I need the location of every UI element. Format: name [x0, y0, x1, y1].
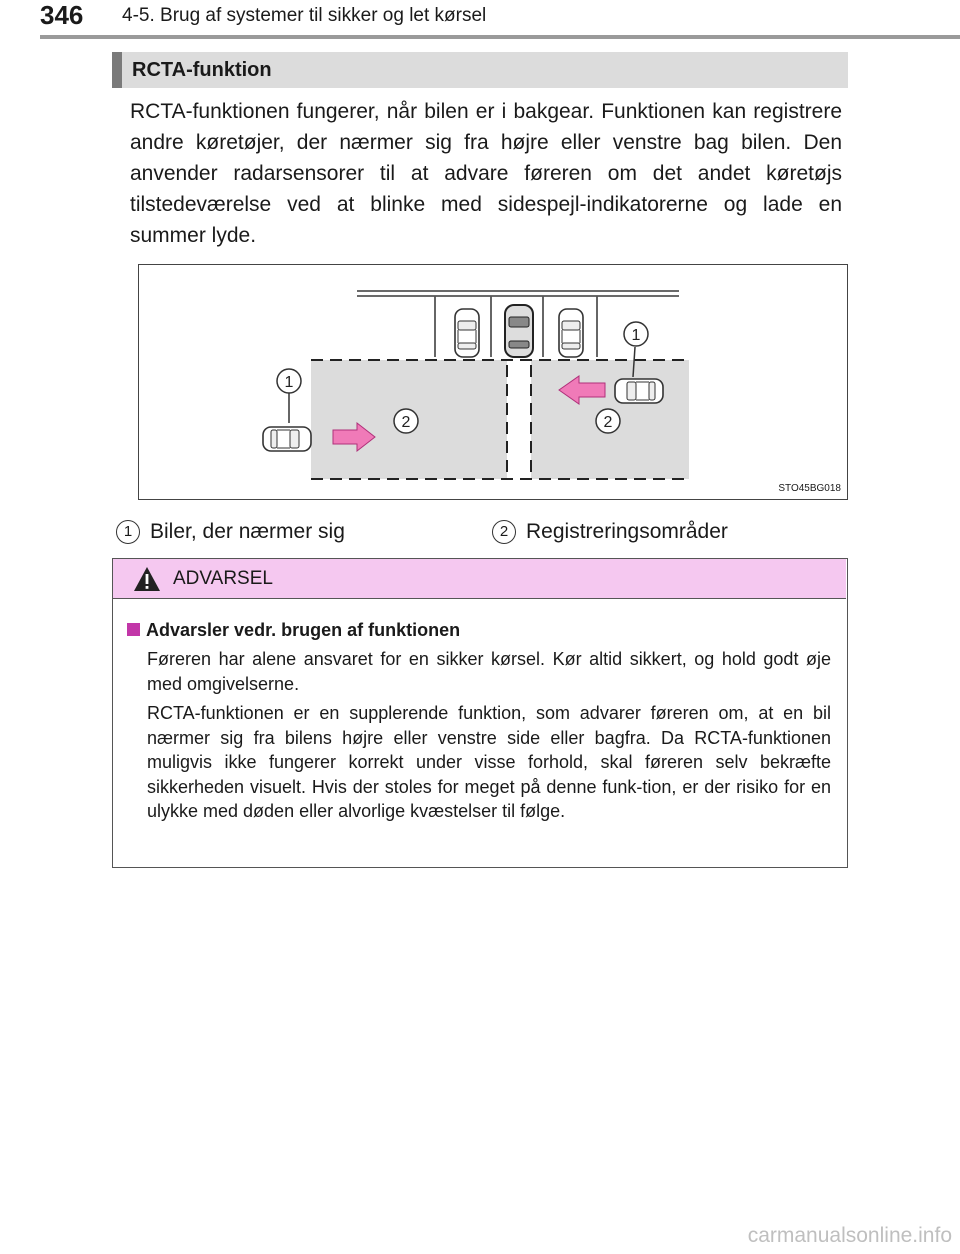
legend-number-2: 2: [492, 520, 516, 544]
warning-subheading-text: Advarsler vedr. brugen af funktionen: [146, 620, 461, 640]
legend-item-1: [116, 518, 345, 546]
figure-code: STO45BG018: [778, 483, 841, 494]
callout-1-left: 1: [284, 374, 294, 391]
warning-subheading: [127, 619, 460, 641]
warning-label: ADVARSEL: [173, 568, 273, 589]
warning-header: [113, 559, 846, 599]
page-header: [40, 0, 960, 38]
legend-item-2: [492, 518, 728, 546]
intro-paragraph: RCTA-funktionen fungerer, når bilen er i bakgear. Funktionen kan registrere andre køretøjer, der nærmer sig fra højre eller venstre bag bilen. Den anvender radarsensorer til at advare føreren om det andet køretøjs tilstedeværelse ved at blinke med sidespejl-indikatorerne og lade en summer lyde.: [130, 100, 842, 247]
legend-label-1: Biler, der nærmer sig: [150, 520, 345, 543]
warning-paragraph-1: Føreren har alene ansvaret for en sikker kørsel. Kør altid sikkert, og hold godt øje med omgivelserne.: [147, 649, 831, 694]
parked-car: [455, 309, 479, 357]
chapter-title: 4-5. Brug af systemer til sikker og let kørsel: [122, 5, 487, 26]
callout-1-right: 1: [631, 327, 641, 344]
parked-car: [559, 309, 583, 357]
legend-label-2: Registreringsområder: [526, 520, 728, 543]
legend-number-1: 1: [116, 520, 140, 544]
header-rule: [40, 35, 960, 39]
section-title: RCTA-funktion: [132, 59, 272, 81]
callout-2-left: 2: [401, 414, 411, 431]
page-number: 346: [40, 0, 84, 30]
own-car: [505, 305, 533, 357]
rcta-diagram-svg: [139, 265, 849, 501]
bullet-square-icon: [127, 623, 140, 636]
warning-paragraph-2: RCTA-funktionen er en supplerende funktion, som advarer føreren om, at en bil nærmer sig fra bilens højre eller venstre side eller bagfra. Da RCTA-funktionen muligvis ikke fungerer korrekt under visse forhold, skal føreren selv bekræfte sikkerheden visuelt. Hvis der stoles for meget på denne funk-tion, er der risiko for en ulykke med døden eller alvorlige kvæstelser til følge.: [147, 703, 831, 821]
footer-watermark: carmanualsonline.info: [747, 1224, 952, 1247]
rcta-diagram: [138, 264, 848, 500]
section-accent: [112, 52, 122, 88]
approaching-car-left: [263, 427, 311, 451]
callout-2-right: 2: [603, 414, 613, 431]
section-heading-bar: [112, 52, 848, 88]
warning-box: [112, 558, 848, 868]
approaching-car-right: [615, 379, 663, 403]
warning-triangle-icon: [133, 566, 161, 592]
